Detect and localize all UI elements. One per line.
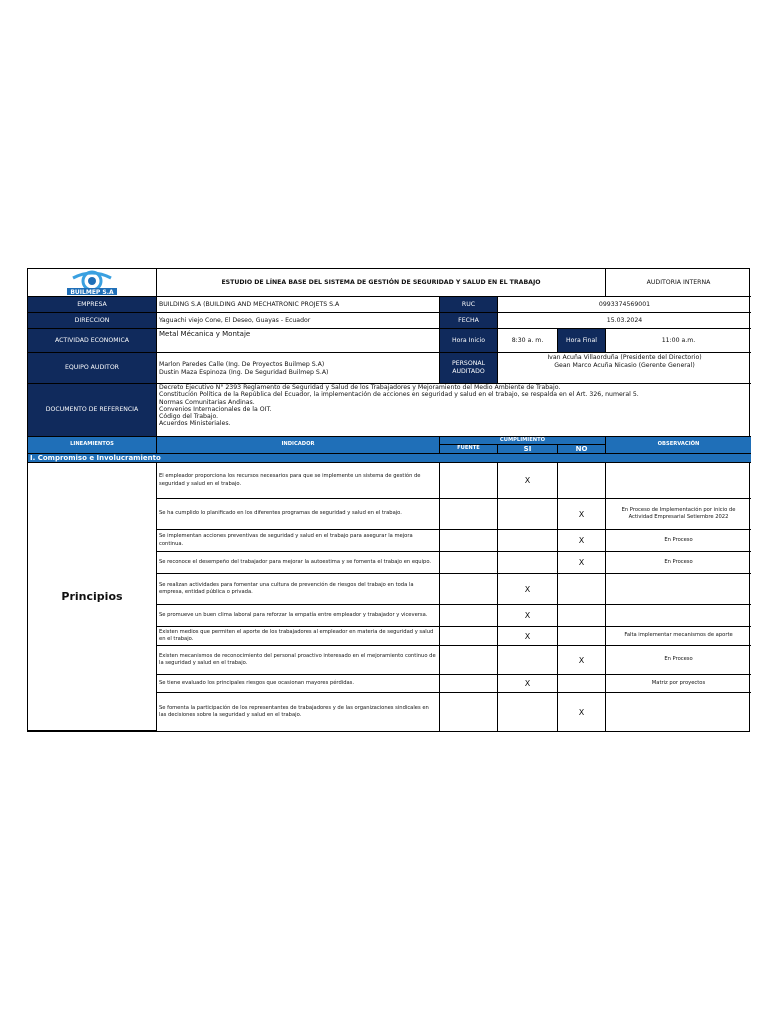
equipo-auditor-label: EQUIPO AUDITOR	[28, 353, 157, 384]
row-observacion	[606, 693, 751, 731]
col-indicador: INDICADOR	[157, 437, 440, 454]
audit-type: AUDITORIA INTERNA	[606, 269, 751, 297]
row-fuente	[440, 552, 498, 574]
row-indicador: Existen medios que permiten el aporte de los trabajadores al empleador en materia de seguridad y salud en el trabajo.	[157, 627, 440, 646]
hora-final-label: Hora Final	[558, 329, 606, 353]
col-si: SI	[498, 445, 558, 454]
document-title: ESTUDIO DE LÍNEA BASE DEL SISTEMA DE GESTIÓN DE SEGURIDAD Y SALUD EN EL TRABAJO	[157, 269, 606, 297]
documento-item: Normas Comunitarias Andinas.	[159, 398, 255, 406]
row-observacion	[606, 574, 751, 605]
documento-item: Convenios Internacionales de la OIT.	[159, 405, 272, 413]
documento-item: Constitución Política de la República del Ecuador, la implementación de acciones en seguridad y salud en el trabajo, se respalda en el Art. 326, numeral 5.	[159, 391, 639, 399]
hora-inicio-value: 8:30 a. m.	[498, 329, 558, 353]
documento-item: Decreto Ejecutivo N° 2393 Reglamento de Seguridad y Salud de los Trabajadores y Mejoramiento del Medio Ambiente de Trabajo.	[159, 384, 561, 391]
row-si	[498, 552, 558, 574]
row-observacion: En Proceso	[606, 552, 751, 574]
section-title: I. Compromiso e Involucramiento	[28, 454, 751, 463]
hora-inicio-label: Hora Inicio	[440, 329, 498, 353]
group-principios: Principios	[28, 463, 157, 731]
row-observacion: En Proceso	[606, 530, 751, 552]
auditor-2: Dustin Maza Espinoza (Ing. De Seguridad Builmep S.A)	[159, 368, 329, 376]
row-fuente	[440, 627, 498, 646]
row-si: X	[498, 463, 558, 499]
company-logo	[28, 269, 157, 297]
gear-logo-icon	[47, 270, 137, 296]
row-fuente	[440, 463, 498, 499]
audit-sheet	[27, 268, 750, 732]
row-no	[558, 675, 606, 693]
empresa-value: BUILDING S.A (BUILDING AND MECHATRONIC PROJETS S.A	[157, 297, 440, 313]
row-fuente	[440, 499, 498, 530]
col-observacion: OBSERVACIÓN	[606, 437, 751, 454]
row-observacion	[606, 463, 751, 499]
row-fuente	[440, 574, 498, 605]
row-si	[498, 646, 558, 675]
logo-text: BUILMEP S.A	[70, 288, 114, 296]
row-fuente	[440, 693, 498, 731]
row-indicador: Se implementan acciones preventivas de seguridad y salud en el trabajo para asegurar la mejora continua.	[157, 530, 440, 552]
row-no: X	[558, 693, 606, 731]
personal-auditado-label	[440, 353, 498, 384]
row-indicador: Se tiene evaluado los principales riesgos que ocasionan mayores pérdidas.	[157, 675, 440, 693]
row-no: X	[558, 646, 606, 675]
row-observacion: Falta implementar mecanismos de aporte	[606, 627, 751, 646]
documento-referencia-label: DOCUMENTO DE REFERENCIA	[28, 384, 157, 437]
row-no: X	[558, 499, 606, 530]
row-fuente	[440, 646, 498, 675]
actividad-value: Metal Mécanica y Montaje	[157, 329, 440, 353]
ruc-label: RUC	[440, 297, 498, 313]
row-no	[558, 463, 606, 499]
fecha-value: 15.03.2024	[498, 313, 751, 329]
row-indicador: Se promueve un buen clima laboral para reforzar la empatía entre empleador y trabajador y viceversa.	[157, 605, 440, 627]
col-no: NO	[558, 445, 606, 454]
personal-label-line2: AUDITADO	[452, 368, 485, 375]
row-observacion	[606, 605, 751, 627]
row-si	[498, 530, 558, 552]
col-cumplimiento: CUMPLIMIENTO	[440, 437, 606, 445]
direccion-label: DIRECCION	[28, 313, 157, 329]
row-si: X	[498, 675, 558, 693]
row-no	[558, 627, 606, 646]
row-no: X	[558, 552, 606, 574]
auditado-2: Gean Marco Acuña Nicasio (Gerente General)	[554, 361, 695, 369]
documento-item: Acuerdos Ministeriales.	[159, 420, 231, 428]
row-si: X	[498, 605, 558, 627]
auditado-1: Ivan Acuña Villaorduña (Presidente del Directorio)	[547, 354, 702, 361]
row-indicador: Se fomenta la participación de los representantes de trabajadores y de las organizaciones sindicales en las decisiones sobre la seguridad y salud en el trabajo.	[157, 693, 440, 731]
row-fuente	[440, 530, 498, 552]
row-no	[558, 574, 606, 605]
fecha-label: FECHA	[440, 313, 498, 329]
documento-item: Código del Trabajo.	[159, 413, 219, 420]
row-indicador: Existen mecanismos de reconocimiento del personal proactivo interesado en el mejoramiento continuo de la seguridad y salud en el trabajo.	[157, 646, 440, 675]
row-indicador: El empleador proporciona los recursos necesarios para que se implemente un sistema de gestión de seguridad y salud en el trabajo.	[157, 463, 440, 499]
row-si	[498, 693, 558, 731]
row-observacion: En Proceso de Implementación por inicio de Actividad Empresarial Setiembre 2022	[606, 499, 751, 530]
col-lineamientos: LINEAMIENTOS	[28, 437, 157, 454]
direccion-value: Yaguachi viejo Cone, El Deseo, Guayas - Ecuador	[157, 313, 440, 329]
auditor-1: Marlon Paredes Calle (Ing. De Proyectos Builmep S.A)	[159, 361, 325, 368]
row-observacion: Matriz por proyectos	[606, 675, 751, 693]
row-fuente	[440, 675, 498, 693]
actividad-label: ACTIVIDAD ECONOMICA	[28, 329, 157, 353]
hora-final-value: 11:00 a.m.	[606, 329, 751, 353]
row-no	[558, 605, 606, 627]
row-no: X	[558, 530, 606, 552]
row-indicador: Se ha cumplido lo planificado en los diferentes programas de seguridad y salud en el trabajo.	[157, 499, 440, 530]
row-si: X	[498, 627, 558, 646]
empresa-label: EMPRESA	[28, 297, 157, 313]
row-fuente	[440, 605, 498, 627]
row-indicador: Se realizan actividades para fomentar una cultura de prevención de riesgos del trabajo en toda la empresa, entidad pública o privada.	[157, 574, 440, 605]
equipo-auditor-value	[157, 353, 440, 384]
personal-auditado-value	[498, 353, 751, 384]
documento-referencia-list	[157, 384, 751, 437]
ruc-value: 0993374569001	[498, 297, 751, 313]
row-indicador: Se reconoce el desempeño del trabajador para mejorar la autoestima y se fomenta el trabajo en equipo.	[157, 552, 440, 574]
personal-label-line1: PERSONAL	[451, 360, 486, 368]
row-si	[498, 499, 558, 530]
row-si: X	[498, 574, 558, 605]
col-fuente: FUENTE	[440, 445, 498, 454]
row-observacion: En Proceso	[606, 646, 751, 675]
